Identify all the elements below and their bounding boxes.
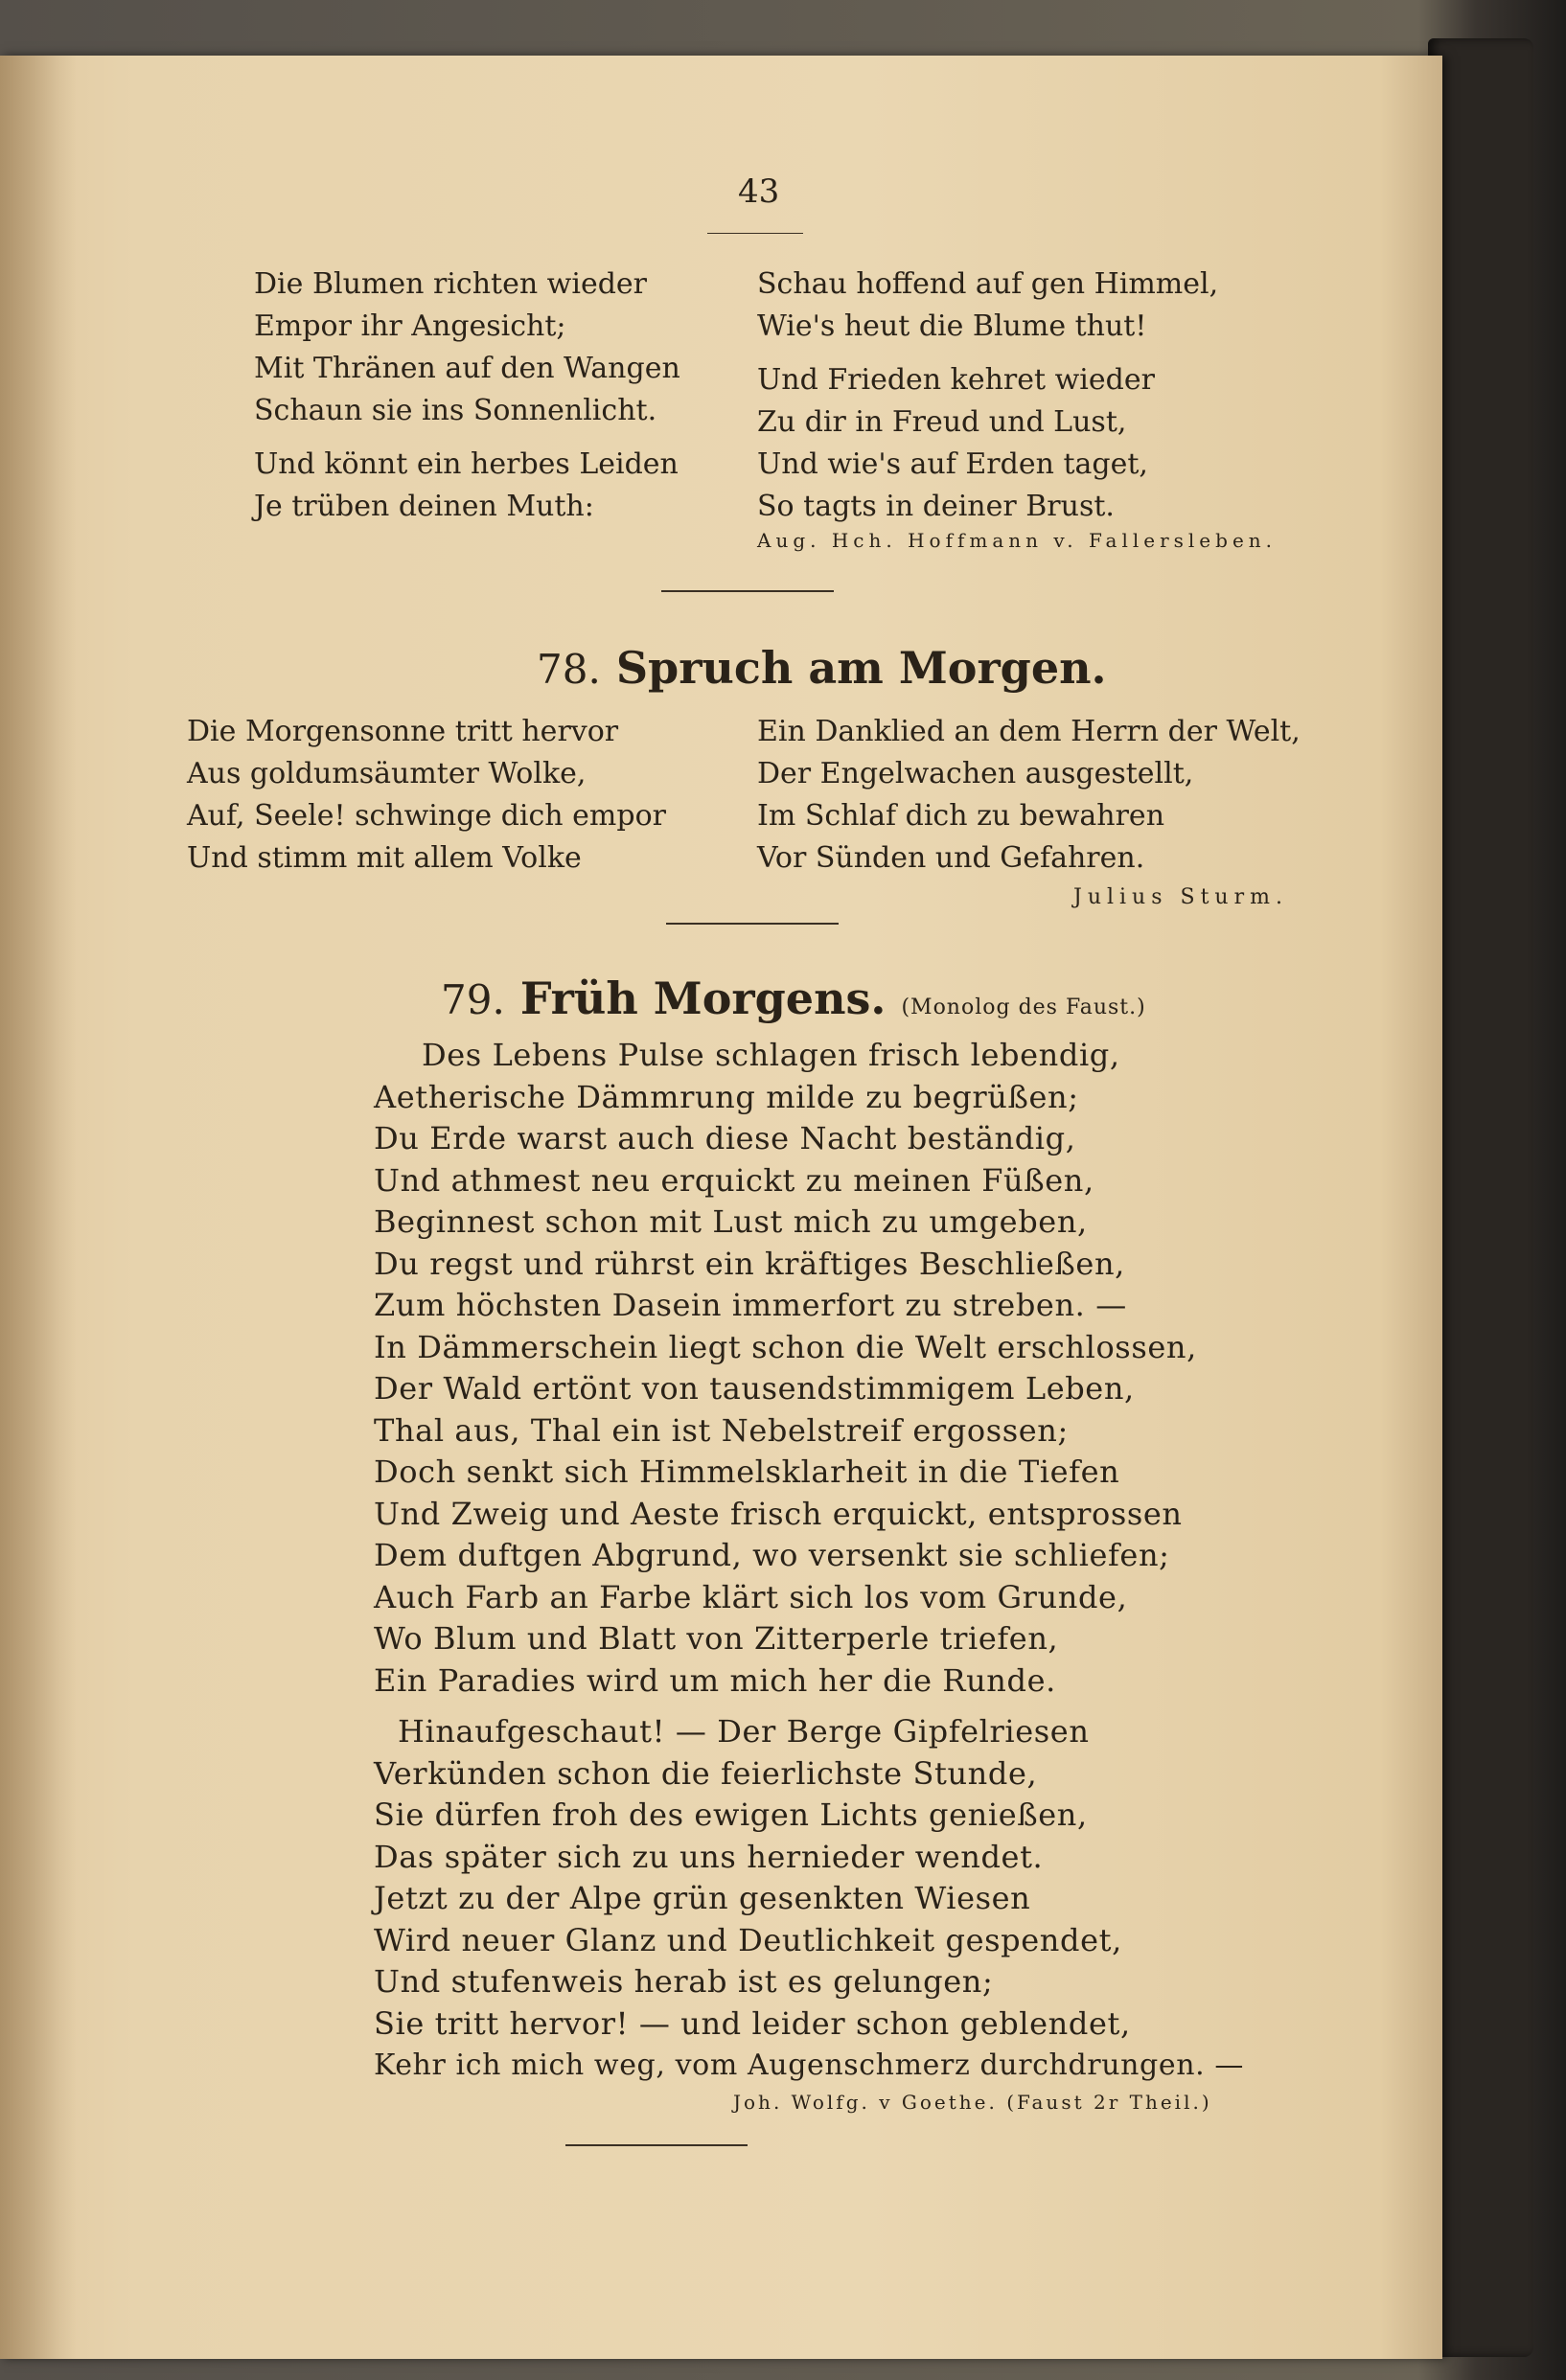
verse-line: Schaun sie ins Sonnenlicht. [254, 394, 657, 427]
verse-line: Zu dir in Freud und Lust, [757, 405, 1127, 439]
poem-78-author: Julius Sturm. [1073, 885, 1288, 909]
verse-line: Wo Blum und Blatt von Zitterperle triefen, [374, 1620, 1059, 1657]
verse-line: Auf, Seele! schwinge dich empor [187, 799, 666, 833]
stanza-gap [757, 348, 1218, 359]
poem-79-subtitle: (Monolog des Faust.) [901, 995, 1146, 1019]
section-rule [666, 923, 839, 925]
verse-line: Dem duftgen Abgrund, wo versenkt sie schliefen; [374, 1537, 1170, 1573]
verse-line: Des Lebens Pulse schlagen frisch lebendig, [422, 1037, 1120, 1073]
verse-line: Hinaufgeschaut! — Der Berge Gipfelriesen [398, 1713, 1090, 1750]
verse-line: Vor Sünden und Gefahren. [757, 841, 1145, 875]
verse-line: Die Blumen richten wieder [254, 267, 648, 301]
verse-line: Und Zweig und Aeste frisch erquickt, entsprossen [374, 1495, 1183, 1532]
verse-line: Und stimm mit allem Volke [187, 841, 582, 875]
verse-line: Und könnt ein herbes Leiden [254, 447, 679, 481]
poem-79-heading [441, 973, 1146, 1024]
verse-line: Sie dürfen froh des ewigen Lichts genießen, [374, 1796, 1088, 1833]
section-rule [661, 590, 834, 592]
page-number: 43 [738, 172, 780, 211]
poem-79-title: Früh Morgens. [519, 973, 887, 1024]
page-number-rule [707, 233, 803, 234]
verse-line: Auch Farb an Farbe klärt sich los vom Grunde, [374, 1578, 1128, 1615]
verse-line: Doch senkt sich Himmelsklarheit in die Tiefen [374, 1453, 1120, 1490]
verse-line: Die Morgensonne tritt hervor [187, 715, 619, 748]
verse-line: Zum höchsten Dasein immerfort zu streben. — [374, 1287, 1127, 1323]
verse-line: Mit Thränen auf den Wangen [254, 352, 680, 385]
poem-79-author: Joh. Wolfg. v Goethe. (Faust 2r Theil.) [733, 2091, 1212, 2114]
verse-line: Ein Paradies wird um mich her die Runde. [374, 1661, 1056, 1699]
section-rule [565, 2144, 748, 2146]
verse-line: Aetherische Dämmrung milde zu begrüßen; [374, 1078, 1079, 1115]
verse-line: Empor ihr Angesicht; [254, 309, 566, 343]
verse-line: Sie tritt hervor! — und leider schon geblendet, [374, 2004, 1131, 2042]
verse-line: In Dämmerschein liegt schon die Welt erschlossen, [374, 1328, 1197, 1365]
poem-79-number: 79. [441, 976, 505, 1023]
poem-top-author: Aug. Hch. Hoffmann v. Fallersleben. [757, 529, 1278, 552]
verse-line: Im Schlaf dich zu bewahren [757, 799, 1165, 833]
verse-line: Und athmest neu erquickt zu meinen Füßen, [374, 1161, 1094, 1199]
poem-78-left-column [187, 711, 666, 880]
verse-line: Wird neuer Glanz und Deutlichkeit gespendet, [374, 1921, 1122, 1958]
verse-line: Kehr ich mich weg, vom Augenschmerz durchdrungen. — [374, 2048, 1245, 2082]
verse-line: Und Frieden kehret wieder [757, 363, 1155, 397]
verse-line: Schau hoffend auf gen Himmel, [757, 267, 1219, 301]
verse-line: So tagts in deiner Brust. [757, 490, 1115, 523]
verse-line: Ein Danklied an dem Herrn der Welt, [757, 715, 1301, 748]
verse-line: Der Engelwachen ausgestellt, [757, 757, 1194, 790]
poem-78-right-column [757, 711, 1301, 880]
verse-line: Und wie's auf Erden taget, [757, 447, 1148, 481]
stanza-gap [374, 1702, 1244, 1711]
verse-line: Aus goldumsäumter Wolke, [187, 757, 587, 790]
verse-line: Und stufenweis herab ist es gelungen; [374, 1963, 994, 2000]
verse-line: Du regst und rührst ein kräftiges Beschließen, [374, 1245, 1125, 1282]
verse-line: Thal aus, Thal ein ist Nebelstreif ergossen; [374, 1411, 1069, 1449]
verse-line: Je trüben deinen Muth: [254, 490, 594, 523]
book-cover-edge [1428, 38, 1533, 2357]
verse-line: Jetzt zu der Alpe grün gesenkten Wiesen [374, 1880, 1031, 1916]
poem-79-body [374, 1035, 1244, 2087]
poem-78-heading [537, 642, 1107, 694]
poem-top-left-column [254, 263, 680, 528]
poem-78-title: Spruch am Morgen. [615, 642, 1107, 694]
verse-line: Du Erde warst auch diese Nacht beständig, [374, 1120, 1076, 1156]
verse-line: Der Wald ertönt von tausendstimmigem Leben, [374, 1370, 1135, 1407]
poem-78-number: 78. [537, 646, 601, 693]
poem-top-right-column [757, 263, 1218, 528]
page-gutter [0, 56, 77, 2359]
stanza-gap [254, 432, 680, 444]
verse-line: Verkünden schon die feierlichste Stunde, [374, 1754, 1038, 1792]
verse-line: Das später sich zu uns hernieder wendet. [374, 1838, 1044, 1875]
verse-line: Wie's heut die Blume thut! [757, 309, 1147, 343]
verse-line: Beginnest schon mit Lust mich zu umgeben, [374, 1203, 1088, 1240]
